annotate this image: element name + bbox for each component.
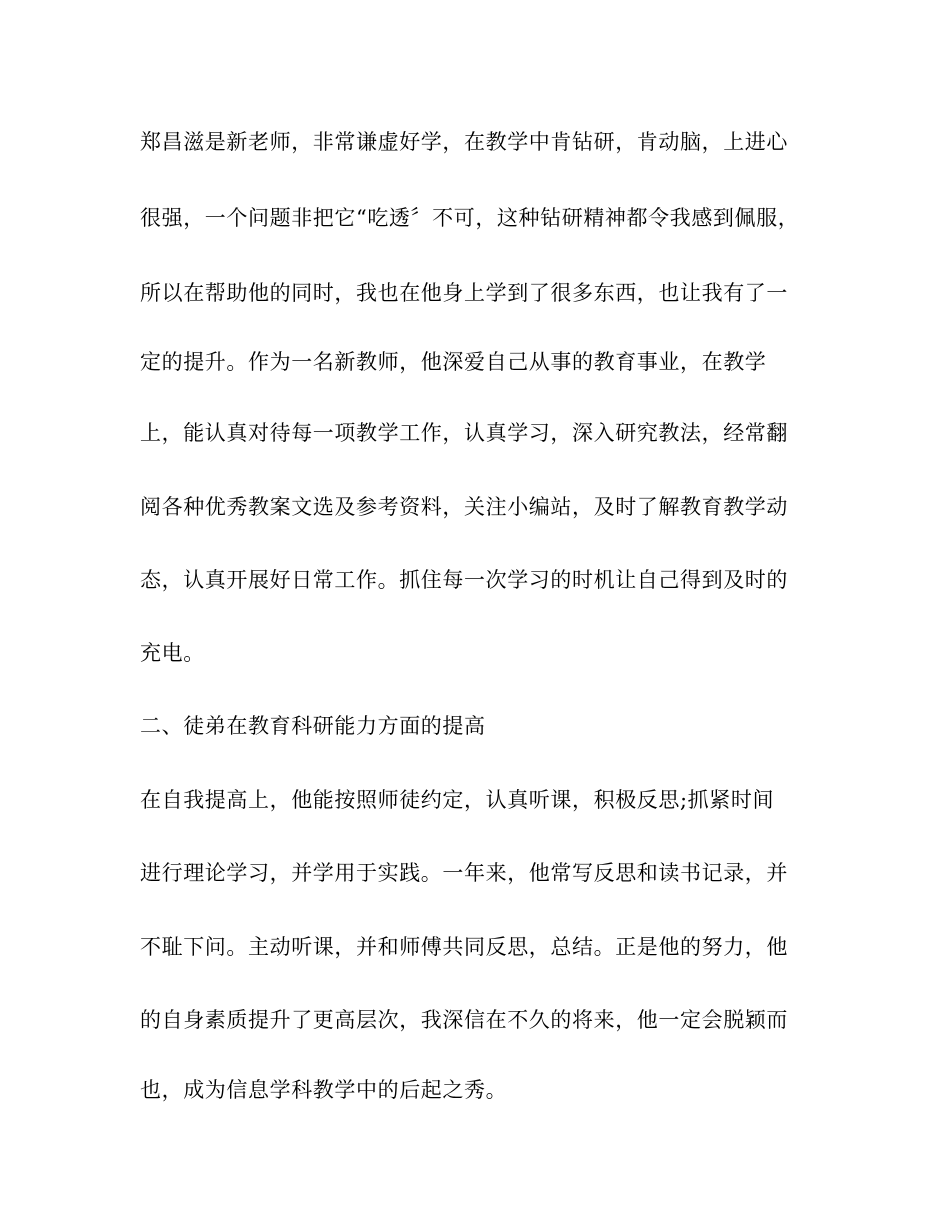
paragraph-line: 也，成为信息学科教学中的后起之秀。 xyxy=(140,1078,508,1102)
paragraph-line: 阅各种优秀教案文选及参考资料，关注小编站，及时了解教育教学动 xyxy=(140,495,788,519)
paragraph-line: 态，认真开展好日常工作。抓住每一次学习的时机让自己得到及时的 xyxy=(140,568,788,592)
paragraph-line: 不耻下问。主动听课，并和师傅共同反思，总结。正是他的努力，他 xyxy=(140,935,788,959)
paragraph-line: 的自身素质提升了更高层次，我深信在不久的将来，他一定会脱颖而 xyxy=(140,1008,788,1032)
paragraph-line: 郑昌滋是新老师，非常谦虚好学，在教学中肯钻研，肯动脑，上进心 xyxy=(140,130,788,154)
paragraph-line: 进行理论学习，并学用于实践。一年来，他常写反思和读书记录，并 xyxy=(140,861,788,885)
paragraph-line: 在自我提高上，他能按照师徒约定，认真听课，积极反思;抓紧时间 xyxy=(140,788,775,812)
paragraph-line: 所以在帮助他的同时，我也在他身上学到了很多东西，也让我有了一 xyxy=(140,281,788,305)
paragraph-line: 很强，一个问题非把它“吃透〞不可，这种钻研精神都令我感到佩服， xyxy=(140,206,800,230)
paragraph-line: 上，能认真对待每一项教学工作，认真学习，深入研究教法，经常翻 xyxy=(140,421,788,445)
section-heading: 二、徒弟在教育科研能力方面的提高 xyxy=(140,714,486,738)
paragraph-line: 充电。 xyxy=(140,641,205,665)
paragraph-line: 定的提升。作为一名新教师，他深爱自己从事的教育事业，在教学 xyxy=(140,350,767,374)
